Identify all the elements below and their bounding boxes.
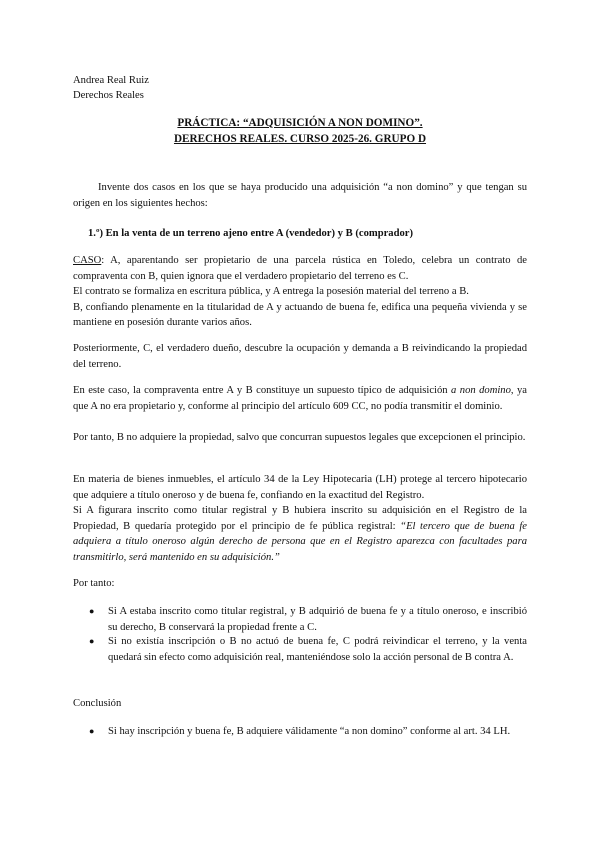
por-tanto-bullet-1: Si A estaba inscrito como titular registral, y B adquirió de buena fe y a título oneroso, e inscribió su derecho, B conservará la propiedad frente a C. xyxy=(108,606,527,633)
analisis-italic-term: a non domino xyxy=(451,385,511,396)
document-title xyxy=(73,115,527,147)
caso-label: CASO xyxy=(73,255,102,266)
intro-paragraph: Invente dos casos en los que se haya producido una adquisición “a non domino” y que tengan su origen en los siguientes hechos: xyxy=(73,182,527,209)
analisis-text-after: , ya que A no era propietario y, conforme al principio del artículo 609 CC, no podía transmitir el dominio. xyxy=(73,385,528,412)
analisis-paragraph-1 xyxy=(73,383,527,414)
author-name: Andrea Real Ruiz xyxy=(73,75,149,86)
hipotecaria-text: Si A figurara inscrito como titular registral y B hubiera inscrito su adquisición en el Registro de la Propiedad, B quedaría protegido por el principio de fe pública registral: xyxy=(73,505,527,532)
hipotecaria-paragraph-2 xyxy=(73,503,527,565)
bullet-icon: ● xyxy=(89,726,95,736)
por-tanto-bullet-2: Si no existía inscripción o B no actuó de buena fe, C podrá reivindicar el terreno, y la venta quedará sin efecto como adquisición real, manteniéndose solo la acción personal de B contra A. xyxy=(108,636,527,663)
course-name: Derechos Reales xyxy=(73,90,144,101)
conclusion-label: Conclusión xyxy=(73,698,122,709)
title-line-1: PRÁCTICA: “ADQUISICIÓN A NON DOMINO”. xyxy=(177,117,423,129)
posteriormente-paragraph: Posteriormente, C, el verdadero dueño, descubre la ocupación y demanda a B reivindicando la propiedad del terreno. xyxy=(73,343,527,370)
bullet-icon: ● xyxy=(89,606,95,616)
por-tanto-label: Por tanto: xyxy=(73,578,115,589)
caso-paragraph xyxy=(73,253,527,331)
conclusion-bullet-1: Si hay inscripción y buena fe, B adquiere válidamente “a non domino” conforme al art. 34 LH. xyxy=(108,726,511,737)
article-34-quote: “El tercero que de buena fe adquiera a título oneroso algún derecho de persona que en el Registro aparezca con facultades para transmitirlo, será mantenido en su adquisición.” xyxy=(73,520,527,563)
bullet-icon: ● xyxy=(89,636,95,646)
caso-text-2: El contrato se formaliza en escritura pública, y A entrega la posesión material del terreno a B. xyxy=(73,286,469,297)
caso-text-3: B, confiando plenamente en la titularidad de A y actuando de buena fe, edifica una pequeña vivienda y se mantiene en posesión durante varios años. xyxy=(73,301,527,328)
hipotecaria-paragraph-1: En materia de bienes inmuebles, el artículo 34 de la Ley Hipotecaria (LH) protege al tercero hipotecario que adquiere a título oneroso y de buena fe, confiando en la exactitud del Registro. xyxy=(73,474,527,501)
analisis-paragraph-2: Por tanto, B no adquiere la propiedad, salvo que concurran supuestos legales que excepcionen el principio. xyxy=(73,432,526,443)
section-1-heading: 1.º) En la venta de un terreno ajeno entre A (vendedor) y B (comprador) xyxy=(88,228,414,239)
analisis-text-before: En este caso, la compraventa entre A y B constituye un supuesto típico de adquisición xyxy=(73,385,452,396)
title-line-2: DERECHOS REALES. CURSO 2025-26. GRUPO D xyxy=(173,133,427,145)
caso-text-1: : A, aparentando ser propietario de una parcela rústica en Toledo, celebra un contrato de compraventa con B, quien ignora que el verdadero propietario del terreno es C. xyxy=(73,255,527,282)
